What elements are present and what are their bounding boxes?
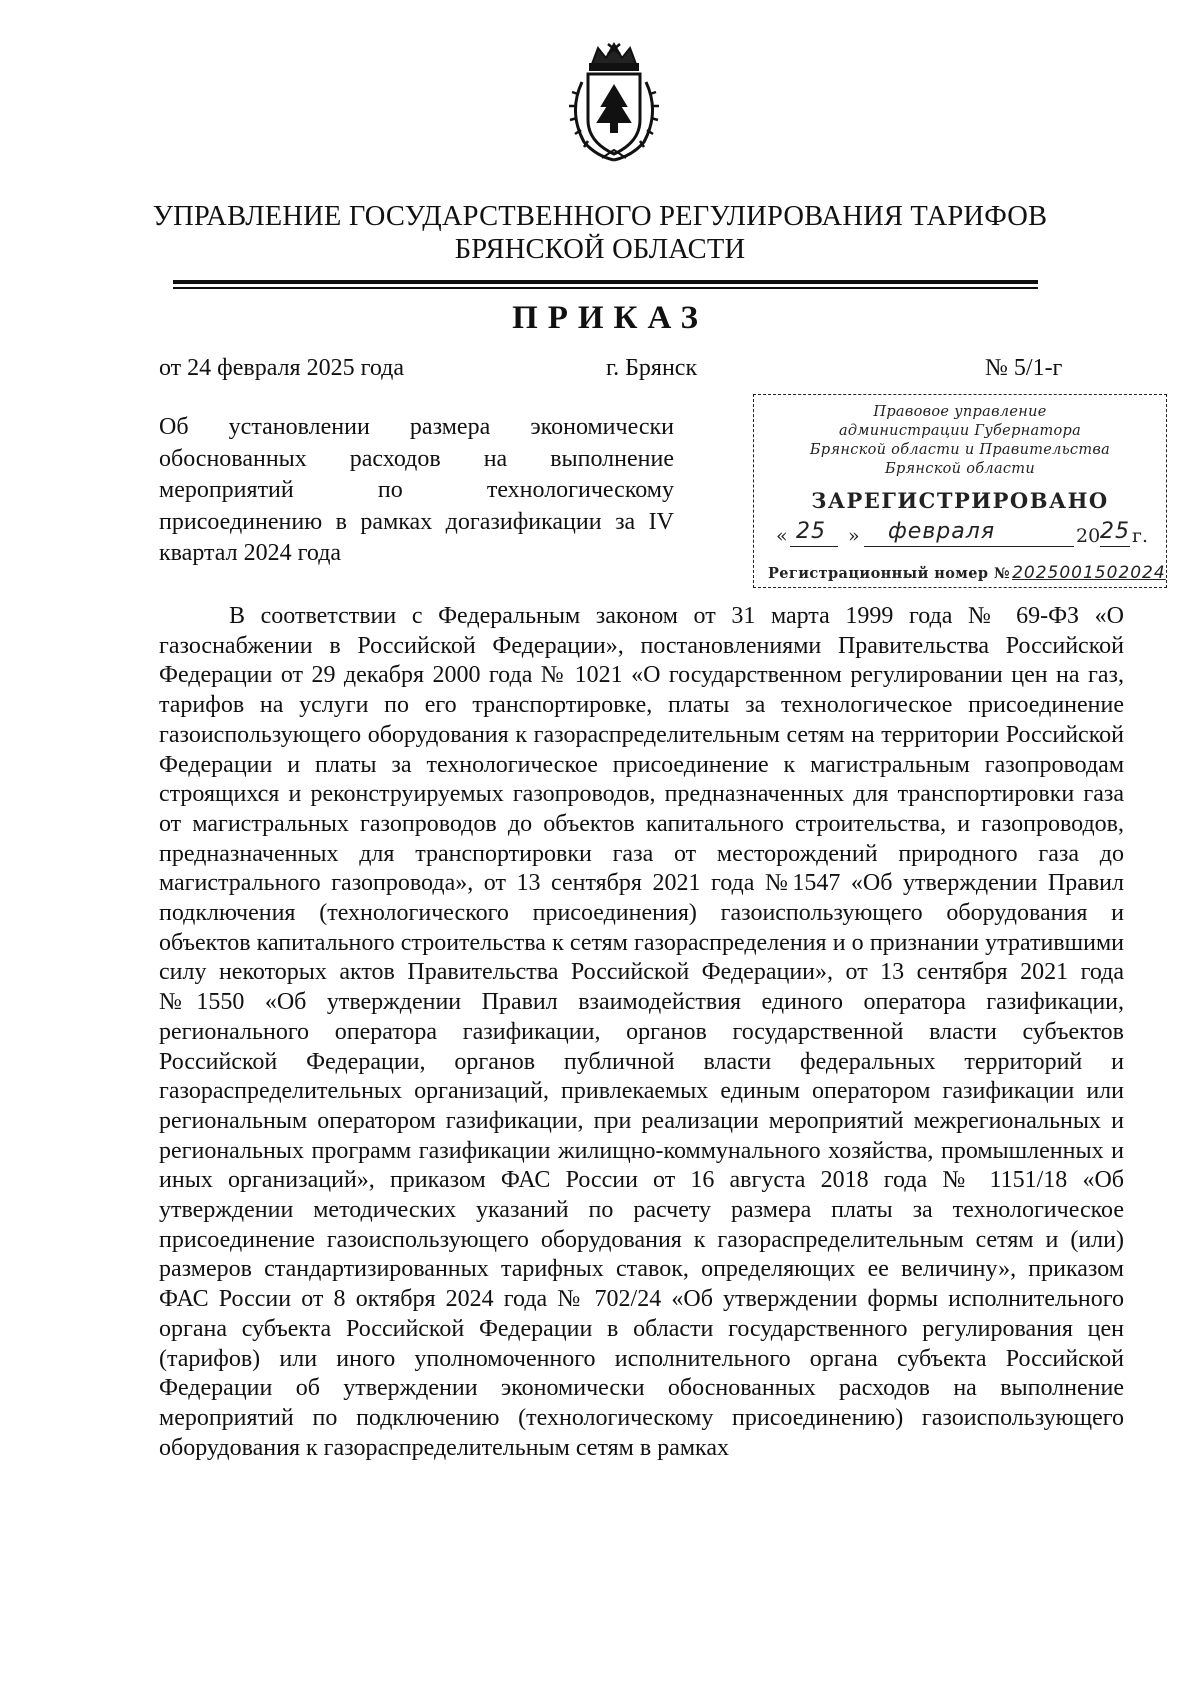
organization-name-line1: УПРАВЛЕНИЕ ГОСУДАРСТВЕННОГО РЕГУЛИРОВАНИЯ ТАРИФОВ (152, 201, 1048, 232)
stamp-registration-number (768, 563, 1166, 583)
registration-stamp (753, 394, 1167, 588)
header-rule-thin (173, 287, 1038, 289)
organization-name (150, 200, 1050, 266)
stamp-regnum-handwritten: 2025001502024 (1012, 563, 1166, 583)
stamp-quote-open: « (776, 525, 788, 547)
stamp-day-handwritten: 25 (796, 519, 826, 544)
order-date: от 24 февраля 2025 года (159, 355, 405, 381)
stamp-line-3: Брянской области и Правительства (809, 442, 1111, 458)
order-city: г. Брянск (606, 355, 698, 381)
stamp-day-underline (790, 546, 838, 547)
stamp-line-1: Правовое управление (873, 404, 1047, 420)
stamp-month-handwritten: февраля (888, 519, 996, 544)
stamp-line-4: Брянской области (884, 461, 1035, 477)
stamp-year-unit: г. (1132, 525, 1148, 547)
order-body-paragraph: В соответствии с Федеральным законом от 31 марта 1999 года № 69-ФЗ «О газоснабжении в Российской Федерации», постановлениями Правительства Российской Федерации от 29 декабря 2000 года № 1021 «О государственном регулировании цен на газ, тарифов на услуги по его транспортировке, платы за технологическое присоединение газоиспользующего оборудования к газораспределительным сетям на территории Российской Федерации и платы за технологическое присоединение к магистральным газопроводам строящихся и реконструируемых газопроводов, предназначенных для транспортировки газа от магистральных газопроводов до объектов капитального строительства, и газопроводов, предназначенных для транспортировки газа от месторождений природного газа до магистрального газопровода», от 13 сентября 2021 года №1547 «Об утверждении Правил подключения (технологического присоединения) газоиспользующего оборудования и объектов капитального строительства к сетям газораспределения и о признании утратившими силу некоторых актов Правительства Российской Федерации», от 13 сентября 2021 года №1550 «Об утверждении Правил взаимодействия единого оператора газификации, регионального оператора газификации, органов государственной власти субъектов Российской Федерации, органов публичной власти федеральных территорий и газораспределительных организаций, привлекаемых единым оператором газификации или региональным оператором газификации, при реализации мероприятий межрегиональных и региональных программ газификации жилищно-коммунального хозяйства, промышленных и иных организаций», приказом ФАС России от 16 августа 2018 года № 1151/18 «Об утверждении методических указаний по расчету размера платы за технологическое присоединение газоиспользующего оборудования к газораспределительным сетям и (или) размеров стандартизированных тарифных ставок, определяющих ее величину», приказом ФАС России от 8 октября 2024 года № 702/24 «Об утверждении формы исполнительного органа субъекта Российской Федерации в области государственного регулирования цен (тарифов) или иного уполномоченного исполнительного органа субъекта Российской Федерации об утверждении экономически обоснованных расходов на выполнение мероприятий по подключению (технологическому присоединению) газоиспользующего оборудования к газораспределительным сетям в рамках (159, 603, 1124, 1461)
order-subject: Об установлении размера экономически обоснованных расходов на выполнение мероприятий по технологическому присоединению в рамках догазификации за IV квартал 2024 года (159, 414, 674, 566)
coat-of-arms-emblem (562, 42, 666, 164)
stamp-year-underline (1100, 546, 1130, 547)
order-number: № 5/1-г (985, 355, 1063, 381)
stamp-year-prefix: 20 (1076, 525, 1101, 547)
stamp-regnum-label: Регистрационный номер № (768, 565, 1011, 582)
stamp-year-handwritten: 25 (1100, 519, 1130, 544)
stamp-line-2: администрации Губернатора (838, 423, 1082, 439)
header-rule-thick (173, 280, 1038, 284)
stamp-registered-label: ЗАРЕГИСТРИРОВАНО (811, 488, 1109, 513)
document-type-title: ПРИКАЗ (512, 300, 708, 336)
organization-name-line2: БРЯНСКОЙ ОБЛАСТИ (454, 234, 746, 265)
stamp-month-underline (864, 546, 1074, 547)
stamp-quote-close: » (848, 525, 860, 547)
